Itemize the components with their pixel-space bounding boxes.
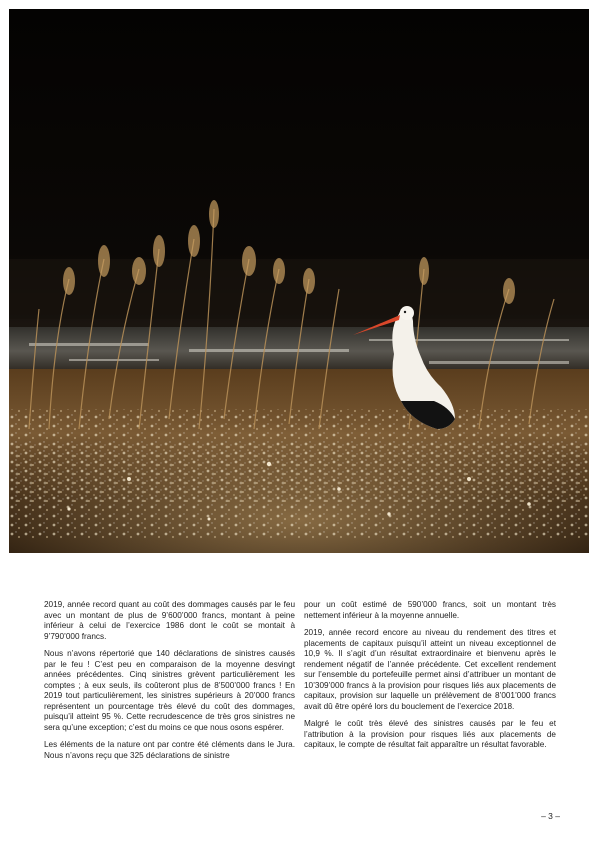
- paragraph: Les éléments de la nature ont par contre été cléments dans le Jura. Nous n’avons reçu que 325 déclarations de sinistre: [44, 740, 295, 760]
- paragraph: Nous n’avons répertorié que 140 déclarations de sinistres causés par le feu ! C’est peu en comparaison de la moyenne desvingt années précédentes. Cinq sinistres grèvent particulièrement les comptes ; à eux seuls, ils coûteront plus de 8’500’000 francs ! En 2019 tout particulièrement, les sinistres supérieurs à 20’000 francs représentent un pourcentage très élevé du coût des dommages, puisqu’il atteint 95 %. Cette recrudescence de très gros sinistres ne sera qu’une exception; c’est du moins ce que nous osons espérer.: [44, 649, 295, 732]
- page-number: – 3 –: [541, 811, 560, 821]
- paragraph: 2019, année record encore au niveau du rendement des titres et placements de capitaux puisqu’il atteint un niveau exceptionnel de 10,9 %. Il s’agit d’un résultat extraordinaire et bienvenu après le rendement négatif de l’année précédente. Cet excellent rendement sur l’ensemble du portefeuille permet ainsi d’attribuer un montant de 10’309’000 francs à la provision pour risques liés aux placements de capitaux, provision sur laquelle un prélèvement de 8’001’000 francs avait dû être opéré lors du bouclement de l’exercice 2018.: [304, 628, 556, 711]
- paragraph: 2019, année record quant au coût des dommages causés par le feu avec un montant de plus de 9’600’000 francs, montant à peine inférieur à celui de l’exercice 1986 dont le coût se montait à 9’790’000 francs.: [44, 600, 295, 641]
- text-column-right: [304, 600, 556, 758]
- paragraph: Malgré le coût très élevé des sinistres causés par le feu et l’attribution à la provision pour risques liés aux placements de capitaux, le compte de résultat fait apparaître un résultat favorable.: [304, 719, 556, 749]
- text-column-left: [44, 600, 295, 768]
- stork-photo: [9, 9, 589, 553]
- paragraph: pour un coût estimé de 590’000 francs, soit un montant très nettement inférieur à la moyenne annuelle.: [304, 600, 556, 620]
- stork-in-reeds-image: [9, 9, 589, 553]
